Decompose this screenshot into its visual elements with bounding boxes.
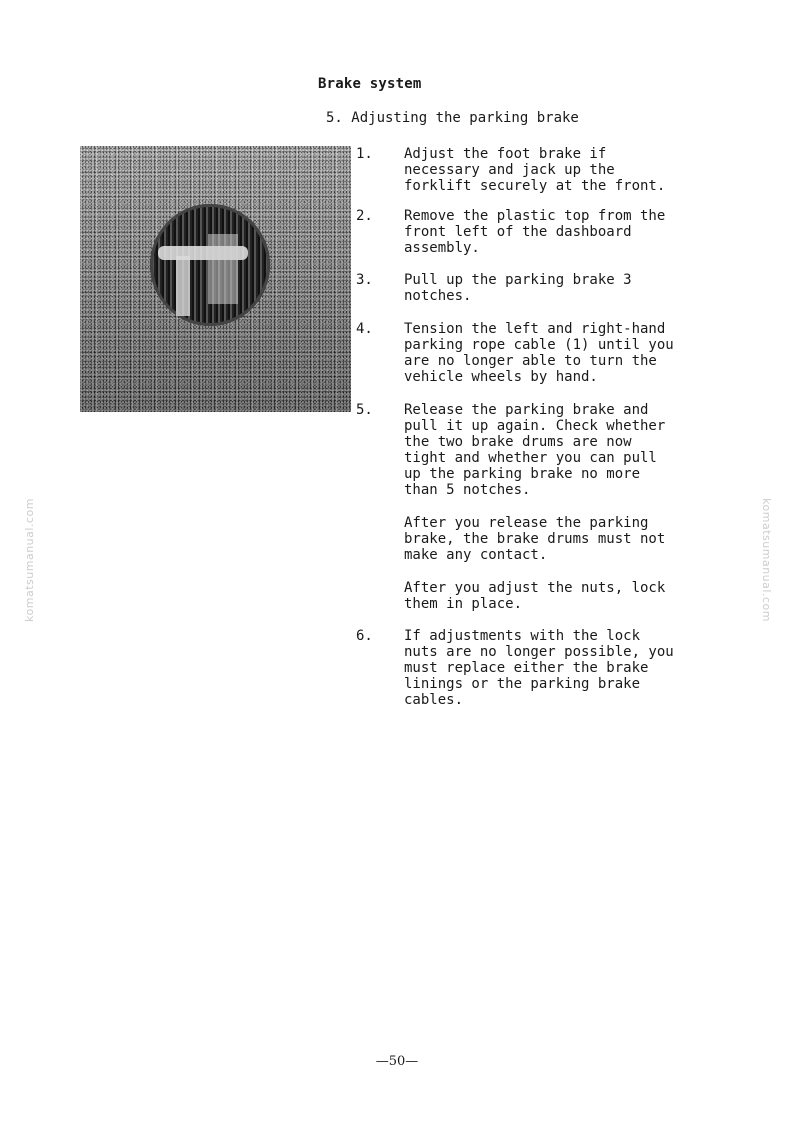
step-number: 1. xyxy=(356,146,373,162)
watermark-right: komatsumanual.com xyxy=(760,498,773,622)
step-number: 2. xyxy=(356,208,373,224)
step-number: 3. xyxy=(356,272,373,288)
rope-cable xyxy=(176,256,190,316)
page-number: —50— xyxy=(375,1054,419,1069)
step-number: 6. xyxy=(356,628,373,644)
step-number: 5. xyxy=(356,402,373,418)
watermark-left: komatsumanual.com xyxy=(23,498,36,622)
parking-brake-photo xyxy=(80,146,351,412)
subsection-heading: 5. Adjusting the parking brake xyxy=(326,110,579,126)
note-lock-nuts: After you adjust the nuts, lock them in place. xyxy=(404,580,666,612)
note-release: After you release the parking brake, the brake drums must not make any contact. xyxy=(404,515,666,563)
section-title: Brake system xyxy=(318,76,422,92)
step-text: Pull up the parking brake 3 notches. xyxy=(404,272,632,304)
step-text: Remove the plastic top from the front left of the dashboard assembly. xyxy=(404,208,666,256)
step-number: 4. xyxy=(356,321,373,337)
step-text: Tension the left and right-hand parking rope cable (1) until you are no longer able to turn the vehicle wheels by hand. xyxy=(404,321,674,385)
step-text: Adjust the foot brake if necessary and jack up the forklift securely at the front. xyxy=(404,146,666,194)
adjusting-nut xyxy=(208,234,238,304)
step-text: Release the parking brake and pull it up again. Check whether the two brake drums are now tight and whether you can pull up the parking brake no more than 5 notches. xyxy=(404,402,666,498)
step-text: If adjustments with the lock nuts are no longer possible, you must replace either the brake linings or the parking brake cables. xyxy=(404,628,674,708)
